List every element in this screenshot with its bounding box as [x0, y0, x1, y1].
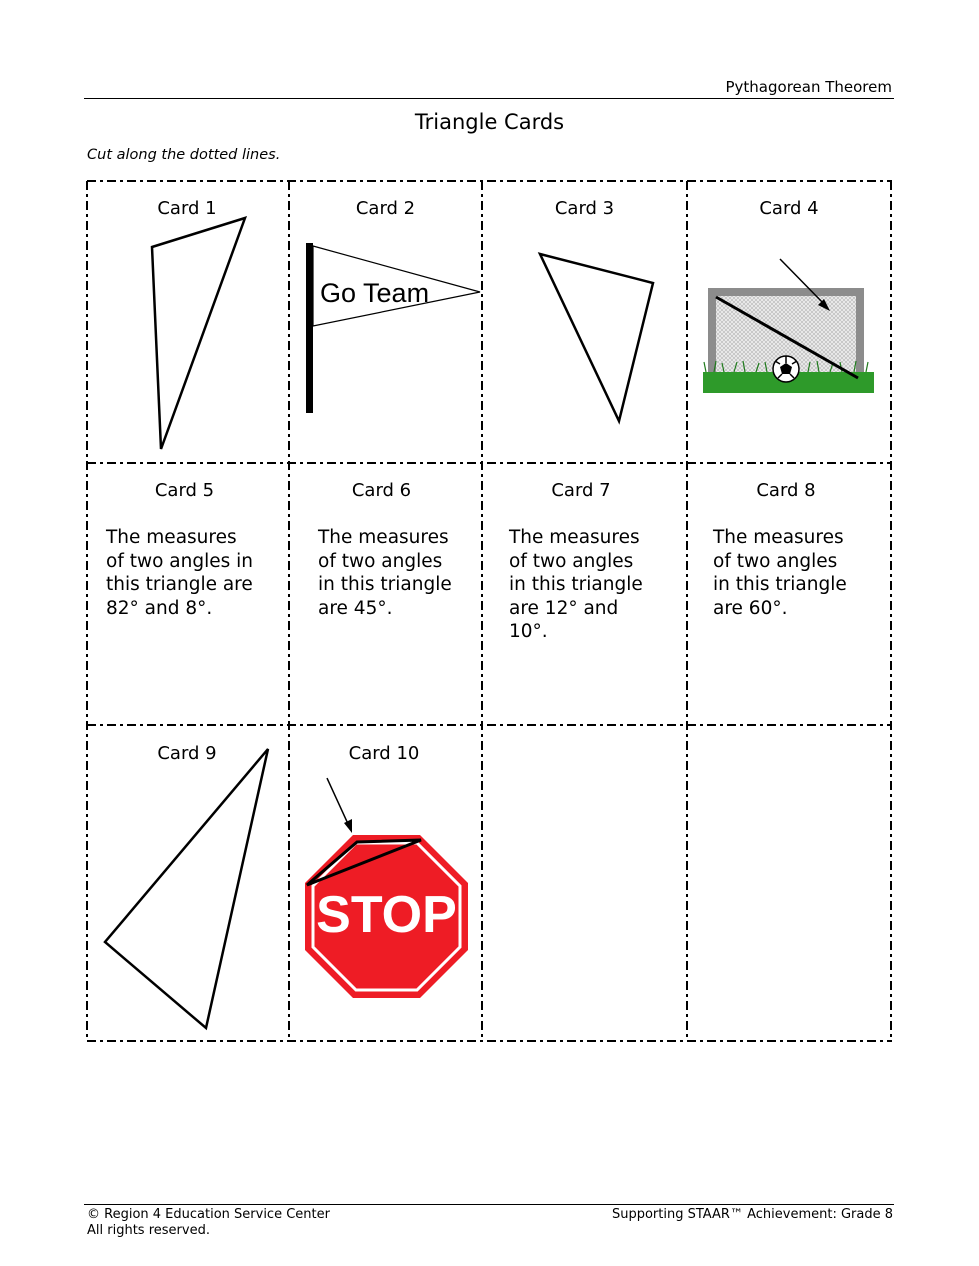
card-8-line: are 60°. — [713, 597, 788, 619]
card-5-label: Card 5 — [154, 480, 215, 501]
card-6-label: Card 6 — [351, 480, 412, 501]
pennant-text: Go Team — [320, 278, 430, 308]
card-6-line: in this triangle — [318, 574, 452, 595]
header-subject: Pythagorean Theorem — [725, 78, 892, 96]
card-6-line: of two angles — [318, 550, 443, 572]
card-8-line: The measures — [713, 527, 844, 548]
footer-series: Supporting STAAR™ Achievement: Grade 8 — [611, 1207, 893, 1222]
card-5-line: of two angles in — [106, 550, 254, 572]
card-8-line: of two angles — [713, 550, 838, 572]
card-1-label: Card 1 — [157, 198, 217, 219]
card-9-label: Card 9 — [157, 743, 217, 764]
card-7-line: The measures — [509, 527, 640, 548]
instructions: Cut along the dotted lines. — [87, 147, 281, 163]
footer-copyright — [87, 1207, 330, 1239]
card-5-line: 82° and 8°. — [106, 597, 213, 619]
footer-divider — [84, 1204, 894, 1205]
card-8-line: in this triangle — [713, 574, 847, 595]
card-3-label: Card 3 — [554, 198, 615, 219]
card-5-line: this triangle are — [106, 574, 253, 595]
stop-sign-text: STOP — [316, 886, 457, 944]
card-7-line: are 12° and — [509, 597, 619, 619]
card-2-label: Card 2 — [355, 198, 416, 219]
card-7-line: 10°. — [509, 621, 548, 642]
card-7-line: in this triangle — [509, 574, 643, 595]
card-7-line: of two angles — [509, 550, 634, 572]
copyright-line: © Region 4 Education Service Center — [87, 1207, 330, 1222]
card-7-label: Card 7 — [551, 480, 611, 501]
card-4-label: Card 4 — [759, 198, 819, 219]
rights-line: All rights reserved. — [87, 1223, 210, 1238]
card-8-label: Card 8 — [756, 480, 816, 501]
card-6-line: are 45°. — [318, 597, 393, 619]
card-10-label: Card 10 — [348, 743, 420, 764]
card-5-line: The measures — [106, 527, 237, 548]
page-title: Triangle Cards — [414, 110, 565, 134]
card-6-line: The measures — [318, 527, 449, 548]
